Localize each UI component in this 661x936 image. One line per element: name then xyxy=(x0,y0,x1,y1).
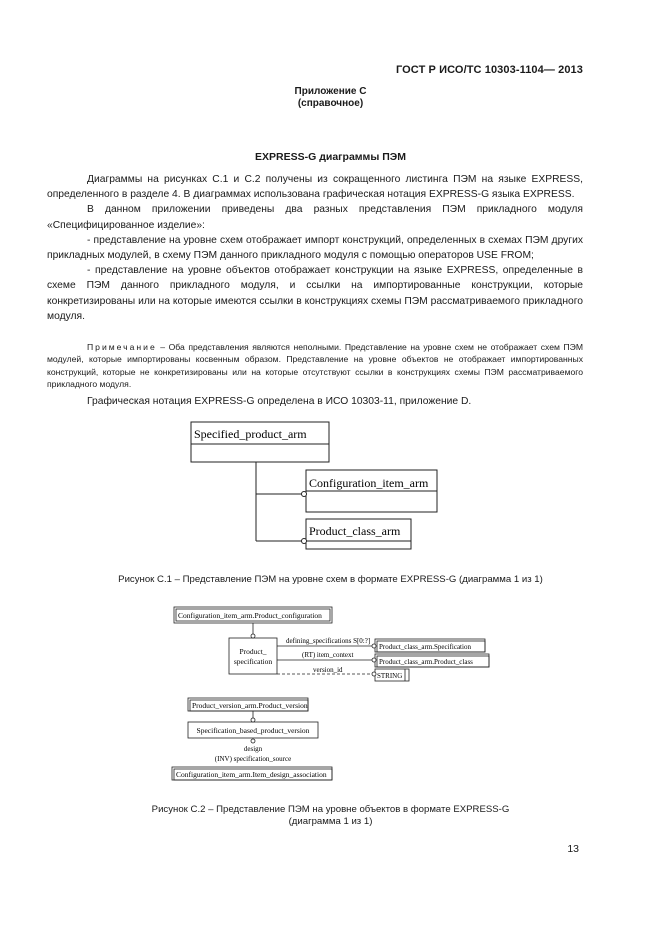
section-title: EXPRESS-G диаграммы ПЭМ xyxy=(255,151,406,163)
reference-label: Configuration_item_arm.Item_design_association xyxy=(176,770,327,779)
note-label: Примечание xyxy=(87,342,157,352)
relation-end-marker xyxy=(251,718,255,722)
reference-label: Configuration_item_arm.Product_configuration xyxy=(178,611,322,620)
attribute-label: defining_specifications S[0:?] xyxy=(286,637,371,645)
figure-c2-caption-line2: (диаграмма 1 из 1) xyxy=(288,816,373,827)
note-text: – Оба представления являются неполными. Представление на уровне схем не отображает схем ПЭМ модулей, которые импортированы косвенным образом. Представление на уровне объектов не отображает импортированных конструкций, которые не конкретизированы или на которые отсутствуют ссылки в конструкциях схемы ПЭМ рассматриваемого прикладного модуля. xyxy=(47,342,583,389)
paragraph: - представление на уровне объектов отображает конструкции на языке EXPRESS, определенные в схеме ПЭМ данного прикладного модуля, и ссылки на импортированные конструкции, которые конкретизированы или на которые имеются ссылки в конструкциях схемы ПЭМ рассматриваемого прикладного модуля. xyxy=(47,265,583,322)
body-text xyxy=(47,172,583,324)
entity-label: Specification_based_product_version xyxy=(196,726,310,735)
document-header: ГОСТ Р ИСО/ТС 10303-1104— 2013 xyxy=(395,64,583,76)
entity-box xyxy=(229,638,277,674)
figure-c1-caption: Рисунок С.1 – Представление ПЭМ на уровне схем в формате EXPRESS-G (диаграмма 1 из 1) xyxy=(118,574,543,585)
paragraph: - представление на уровне схем отображает импорт конструкций, определенных в схемах ПЭМ других прикладных модулей, в схему ПЭМ данного прикладного модуля с помощью операторов USE FROM; xyxy=(47,234,583,262)
relation-end-marker xyxy=(372,672,376,676)
figure-c2-diagram xyxy=(168,604,490,784)
notation-sentence: Графическая нотация EXPRESS-G определена в ИСО 10303-11, приложение D. xyxy=(87,396,472,407)
relation-end-marker xyxy=(372,658,376,662)
main-schema-label: Specified_product_arm xyxy=(194,427,307,441)
entity-label: specification xyxy=(233,657,273,666)
reference-label: Product_class_arm.Specification xyxy=(379,643,471,651)
page-number: 13 xyxy=(567,843,579,855)
relation-end-marker xyxy=(251,739,255,743)
paragraph: Диаграммы на рисунках С.1 и С.2 получены из сокращенного листинга ПЭМ на языке EXPRESS, определенного в разделе 4. В диаграммах использована графическая нотация EXPRESS-G языка EXPRESS. xyxy=(47,174,583,201)
inverse-label: (INV) specification_source xyxy=(214,755,292,763)
appendix-title: Приложение С xyxy=(294,86,367,97)
note-block xyxy=(47,341,583,390)
paragraph: В данном приложении приведены два разных представления ПЭМ прикладного модуля «Специфицированное изделие»: xyxy=(47,204,583,231)
entity-label: Product_ xyxy=(239,647,267,656)
figure-c2-caption-line1: Рисунок С.2 – Представление ПЭМ на уровне объектов в формате EXPRESS-G xyxy=(151,804,510,815)
inverse-label: design xyxy=(243,745,263,753)
relation-end-marker xyxy=(372,644,376,648)
relation-end-marker xyxy=(302,539,307,544)
attribute-label: (RT) item_context xyxy=(302,651,354,659)
type-label: STRING xyxy=(377,672,403,680)
attribute-label: version_id xyxy=(313,666,343,674)
imported-schema-label: Configuration_item_arm xyxy=(309,476,429,490)
reference-label: Product_class_arm.Product_class xyxy=(379,658,473,666)
reference-label: Product_version_arm.Product_version xyxy=(192,701,308,710)
imported-schema-label: Product_class_arm xyxy=(309,524,401,538)
figure-c1-diagram xyxy=(180,418,440,550)
relation-end-marker xyxy=(251,634,255,638)
relation-end-marker xyxy=(302,492,307,497)
appendix-subtitle: (справочное) xyxy=(297,98,364,109)
